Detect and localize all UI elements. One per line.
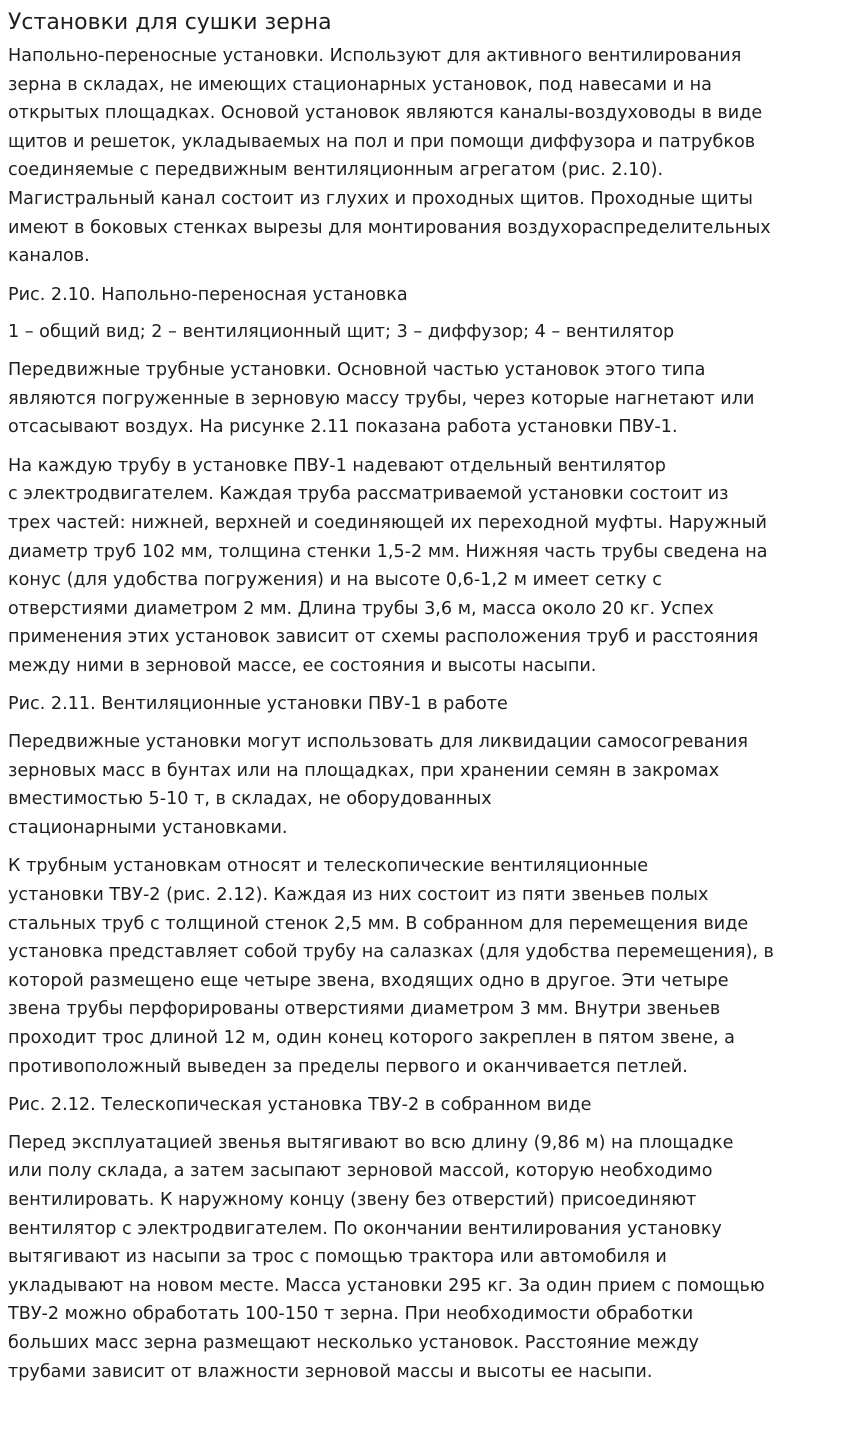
paragraph-tvu-2: К трубным установкам относят и телескопические вентиляционные установки ТВУ-2 (рис. 2.12). Каждая из них состоит из пяти звеньев полых стальных труб с толщиной стенок 2,5 мм. В собранном для перемещения виде установка представляет собой трубу на салазках (для удобства перемещения), в которой размещено еще четыре звена, входящих одно в другое. Эти четыре звена трубы перфорированы отверстиями диаметром 3 мм. Внутри звеньев проходит трос длиной 12 м, один конец которого закреплен в пятом звене, а противоположный выведен за пределы первого и оканчивается петлей. <box>8 856 774 1077</box>
paragraph-mobile-usage: Передвижные установки могут использовать для ликвидации самосогревания зерновых масс в бунтах или на площадках, при хранении семян в закромах вместимостью 5-10 т, в складах, не оборудованных стационарными установками. <box>8 732 748 838</box>
figure-caption-2-10: Рис. 2.10. Напольно-переносная установка <box>8 284 408 305</box>
paragraph-operation: Перед эксплуатацией звенья вытягивают во всю длину (9,86 м) на площадке или полу склада, а затем засыпают зерновой массой, которую необходимо вентилировать. К наружному концу (звену без отверстий) присоединяют вентилятор с электродвигателем. По окончании вентилирования установку вытягивают из насыпи за трос с помощью трактора или автомобиля и укладывают на новом месте. Масса установки 295 кг. За один прием с помощью ТВУ-2 можно обработать 100-150 т зерна. При необходимости обработки больших масс зерна размещают несколько установок. Расстояние между трубами зависит от влажности зерновой массы и высоты ее насыпи. <box>8 1132 765 1382</box>
paragraph-pvu-1: На каждую трубу в установке ПВУ-1 надевают отдельный вентилятор с электродвигателем. Каждая труба рассматриваемой установки состоит из трех частей: нижней, верхней и соединяющей их переходной муфты. Наружный диаметр труб 102 мм, толщина стенки 1,5-2 мм. Нижняя часть трубы сведена на конус (для удобства погружения) и на высоте 0,6-1,2 м имеет сетку с отверстиями диаметром 2 мм. Длина трубы 3,6 м, масса около 20 кг. Успех применения этих установок зависит от схемы расположения труб и расстояния между ними в зерновой массе, ее состояния и высоты насыпи. <box>8 455 768 676</box>
page-title: Установки для сушки зерна <box>8 10 332 35</box>
figure-legend-2-10: 1 – общий вид; 2 – вентиляционный щит; 3 – диффузор; 4 – вентилятор <box>8 322 675 343</box>
figure-caption-2-12: Рис. 2.12. Телескопическая установка ТВУ-2 в собранном виде <box>8 1095 592 1116</box>
figure-caption-2-11: Рис. 2.11. Вентиляционные установки ПВУ-1 в работе <box>8 694 508 715</box>
paragraph-floor-portable: Напольно-переносные установки. Используют для активного вентилирования зерна в складах, не имеющих стационарных установок, под навесами и на открытых площадках. Основой установок являются каналы-воздуховоды в виде щитов и решеток, укладываемых на пол и при помощи диффузора и патрубков соединяемые с передвижным вентиляционным агрегатом (рис. 2.10). Магистральный канал состоит из глухих и проходных щитов. Проходные щиты имеют в боковых стенках вырезы для монтирования воздухораспределительных каналов. <box>8 46 771 267</box>
paragraph-mobile-pipe: Передвижные трубные установки. Основной частью установок этого типа являются погруженные в зерновую массу трубы, через которые нагнетают или отсасывают воздух. На рисунке 2.11 показана работа установки ПВУ-1. <box>8 359 755 438</box>
